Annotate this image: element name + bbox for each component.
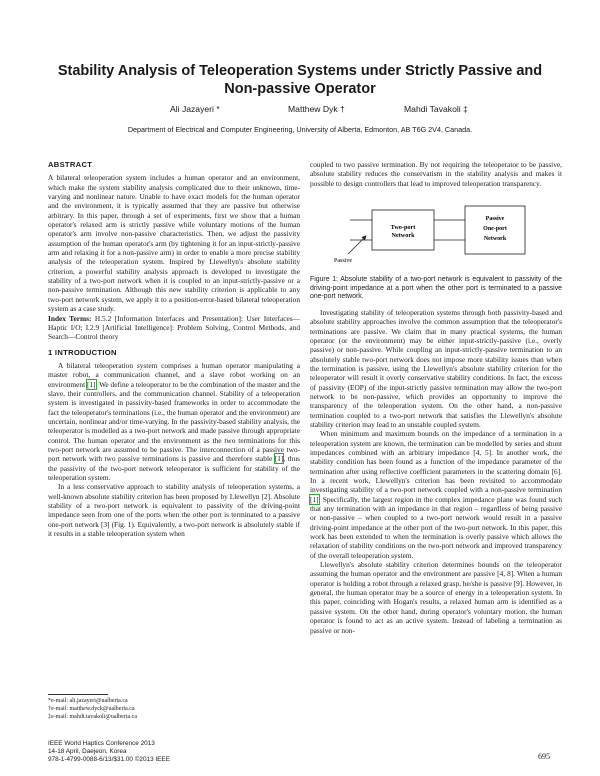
right-column bbox=[310, 160, 562, 635]
intro-paragraph-1 bbox=[48, 361, 300, 482]
footnotes bbox=[48, 694, 300, 721]
right-paragraph-3: Llewellyn's absolute stability criterion determines bounds on the teleoperator assuming the human operator and the environment are passive [4, 8]. When a human operator is holding a robot through a relaxed grasp, he/she is passive [9]. However, in general, the human operator may be a source of energy in a teleoperation system. In this paper, coinciding with Hogan's results, a relaxed human arm is identified as a passive system. On the other hand, during operator's voluntary motion, the human operator is found to act as an active system. Instead of labeling a termination as passive or non- bbox=[310, 560, 562, 635]
abstract-text: A bilateral teleoperation system includes a human operator and an environment, which make the system stability analysis complicated due to their unknown, time-varying and nonlinear nature. Unable to have exact models for the human operator and the environment, it is typically assumed that they are passive but otherwise arbitrary. In this paper, through a set of experiments, first we show that a human operator's relaxed arm is strictly passive while voluntary motions of the human operator's arm involve non-passive characteristics. Then, we adjust the passivity assumption of the human operator's arm (by tightening it for an input-strictly-passive arm and relaxing it for a non-passive arm) in order to enable a more precise stability analysis of the teleoperation system. Inspired by Llewellyn's absolute stability criterion, a powerful stability analysis approach is developed to investigate the stability of a two-port network when it is coupled to an input-strictly-passive or a non-passive termination. Although this new stability criterion is applicable to any two-port network system, we apply it to a position-error-based bilateral teleoperation system as a case study. bbox=[48, 173, 300, 314]
author-list bbox=[60, 104, 540, 116]
index-terms-text: H.5.2 [Information Interfaces and Presentation]: User Interfaces—Haptic I/O; I.2.9 [Artificial Intelligence]: Problem Solving, Control Methods, and Search—Control theory bbox=[48, 313, 300, 342]
right-paragraph-1: Investigating stability of teleoperation systems through both passivity-based and absolute stability approaches involve the common assumption that the teleoperator's terminations are passive. We claim that in many practical systems, the human operator (or the environment) may be either input-strictly-passive (i.e., overly passive) or non-passive. While coupling an input-strictly-passive termination to an absolutely stable two-port network does not impose more stability issues than when the termination is passive, using the Llewellyn's absolute stability criterion for the teleoperator will result it overly conservative stability conditions. In fact, the excess of passivity (EOP) of the input-strictly passive termination may allow the two-port network to be non-passive, which provides an opportunity to improve the transparency of the teleoperation system. On the other hand, a non-passive termination coupled to a two-port network that satisfies the Llewellyn's absolute stability criterion may lead to an unstable coupled system. bbox=[310, 307, 562, 429]
affiliation: Department of Electrical and Computer Engineering, University of Alberta, Edmonton, AB T6G 2V4, Canada. bbox=[127, 125, 473, 134]
footnote-email-2: †e-mail: matthew.dyck@ualberta.ca bbox=[48, 706, 135, 712]
author-dyk: Matthew Dyk † bbox=[288, 104, 345, 114]
right-p2-part-a: When minimum and maximum bounds on the impedance of a termination in a teleoperation system are known, the termination can be modelled by series and shunt impedances combined with an arbitrary impedance [4, 5]. In another work, the stability condition has been found as a function of the impedance parameter of the termination after using reflective coefficient parameters in the scattering domain [6]. In a recent work, Llewellyn's criterion has been revisited to accommodate investigating stability of a two-port network coupled with a non-passive termination bbox=[310, 429, 562, 495]
left-column bbox=[48, 160, 300, 538]
index-terms bbox=[48, 314, 300, 342]
conference-info bbox=[48, 740, 300, 763]
author-jazayeri: Ali Jazayeri * bbox=[170, 104, 220, 114]
footnote-rule bbox=[48, 694, 108, 695]
intro-heading: 1 INTRODUCTION bbox=[48, 347, 117, 357]
intro-p1-part-b: . We define a teleoperator to be the combination of the master and the slave, their controllers, and the communication channel. Stability of a teleoperation system is investigated in passivity-based frameworks in order to accommodate the fact the teleoperator's terminations (i.e., the human operator and the environment) are uncertain, nonlinear and/or time-varying. In the passivity-based stability analysis, the teleoperator is modelled as a two-port network and made passive through appropriate control. The human operator and the environment as the two terminations for this two-port network are assumed to be passive. The interconnection of a passive two-port network with two passive terminations is passive and therefore stable bbox=[48, 379, 301, 464]
right-p2-part-b: . Specifically, the largest region in the complex impedance plane was found such that any termination with an impedance in that region – regardless of being passive or non-passive – when coupled to a two-port network would result in a passive driving-point impedance at the other port of the two-port network. In this paper, this work has been extended to when the termination is overly passive which allows the relaxation of stability conditions on the two-port network and improved transparency of the overall teleoperation system. bbox=[310, 494, 562, 560]
figure-1 bbox=[310, 196, 562, 270]
paper-title-line1: Stability Analysis of Teleoperation Systems under Strictly Passive and bbox=[57, 63, 543, 79]
paper-title bbox=[40, 62, 560, 98]
footnote-email-3: ‡e-mail: mahdi.tavakoli@ualberta.ca bbox=[48, 714, 137, 720]
passive-arrow-label: Passive bbox=[334, 258, 352, 265]
page-number: 695 bbox=[538, 752, 550, 761]
right-paragraph-0: coupled to two passive termination. By not requiring the teleoperator to be passive, absolute stability reduces the conservatism in the stability analysis and makes it possible to design controllers that lead to improved teleoperation transparency. bbox=[310, 160, 562, 188]
passive-label-1: Passive bbox=[485, 216, 505, 223]
author-tavakoli: Mahdi Tavakoli ‡ bbox=[404, 104, 468, 114]
intro-paragraph-2: In a less conservative approach to stability analysis of teleoperation systems, a well-known absolute stability criterion has been proposed by Llewellyn [2]. Absolute stability of a two-port network is equivalent to passivity of the driving-point impedance seen from one of the ports when the other port is terminated to a passive one-port network [3] (Fig. 1). Equivalently, a two-port network is absolutely stable if it results in a stable teleoperation system when bbox=[48, 482, 300, 539]
citation-link[interactable]: [1] bbox=[274, 454, 284, 464]
citation-link[interactable]: [1] bbox=[310, 494, 319, 504]
two-port-label-1: Two-port bbox=[390, 224, 416, 232]
conference-name: IEEE World Haptics Conference 2013 bbox=[48, 740, 155, 747]
passive-label-3: Network bbox=[483, 236, 507, 243]
abstract-heading: ABSTRACT bbox=[48, 160, 93, 169]
footnote-email-1: *e-mail: ali.jazayeri@ualberta.ca bbox=[48, 698, 128, 704]
intro-p1-part-c: , thus the passivity of the two-port network teleoperator is sufficient for stability of the teleoperation system. bbox=[48, 454, 300, 482]
conference-location: 14-18 April, Daejeon, Korea bbox=[48, 747, 127, 755]
right-paragraph-2 bbox=[310, 429, 562, 560]
conference-isbn: 978-1-4799-0088-6/13/$31.00 ©2013 IEEE bbox=[48, 755, 170, 763]
index-terms-label: Index Terms: bbox=[48, 313, 92, 323]
citation-link[interactable]: [1] bbox=[86, 379, 96, 389]
passive-label-2: One-port bbox=[483, 226, 507, 233]
passive-arrow bbox=[348, 236, 366, 254]
figure-1-caption: Figure 1: Absolute stability of a two-port network is equivalent to passivity of the driving-point impedance at a port when the other port is terminated to a passive one-port network. bbox=[310, 276, 562, 301]
paper-title-line2: Non-passive Operator bbox=[224, 81, 376, 97]
two-port-label-2: Network bbox=[391, 232, 415, 240]
intro-p1-part-a: A bilateral teleoperation system comprises a human operator manipulating a master robot, a communication channel, and a slave robot working on an environment bbox=[48, 360, 300, 389]
two-port-diagram bbox=[310, 196, 562, 270]
